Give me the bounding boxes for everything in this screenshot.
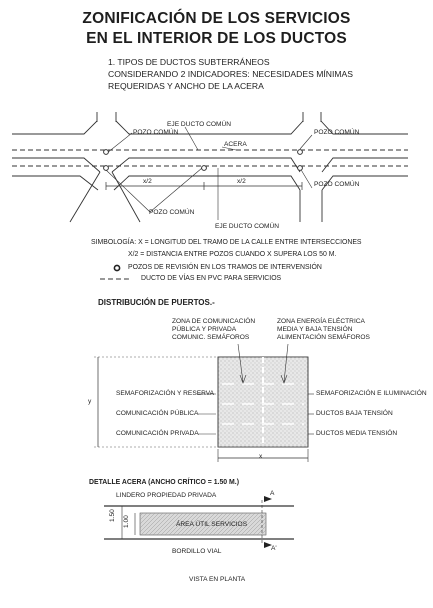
manhole-marker: [298, 150, 303, 155]
symbology-line-4: DUCTO DE VÍAS EN PVC PARA SERVICIOS: [141, 275, 282, 282]
manhole-marker: [202, 166, 207, 171]
label-x-half-2: x/2: [237, 178, 246, 185]
label-eje-ducto-comun-top: EJE DUCTO COMÚN: [167, 121, 231, 128]
manhole-marker: [298, 166, 303, 171]
zone-comm-line-2: PÚBLICA Y PRIVADA: [172, 326, 237, 333]
symbology-line-2: X/2 = DISTANCIA ENTRE POZOS CUANDO X SUPERA LOS 50 M.: [128, 251, 337, 258]
ports-heading: DISTRIBUCIÓN DE PUERTOS.-: [98, 298, 215, 307]
label-eje-ducto-comun-bottom: EJE DUCTO COMÚN: [215, 223, 279, 230]
label-pozo-comun-2: POZO COMÚN: [314, 129, 360, 136]
dim-outer-label: 1.50: [109, 509, 116, 522]
label-acera: ACERA: [224, 141, 247, 148]
left-label-2: COMUNICACIÓN PÚBLICA: [116, 410, 199, 417]
detail-heading: DETALLE ACERA (ANCHO CRÍTICO = 1.50 M.): [89, 479, 240, 486]
manhole-legend-symbol: [114, 265, 119, 270]
label-lindero: LINDERO PROPIEDAD PRIVADA: [116, 492, 217, 499]
subtitle-line-2: CONSIDERANDO 2 INDICADORES: NECESIDADES MÍNIMAS: [108, 69, 353, 79]
cut-a-label: A: [270, 490, 275, 497]
label-pozo-comun-4: POZO COMÚN: [149, 209, 195, 216]
right-label-2: DUCTOS BAJA TENSIÓN: [316, 410, 393, 417]
label-bordillo: BORDILLO VIAL: [172, 548, 222, 555]
left-label-3: COMUNICACIÓN PRIVADA: [116, 430, 199, 437]
street-edge-upper-mid: [12, 158, 408, 172]
label-x-half-1: x/2: [143, 178, 152, 185]
zone-comm-line-3: COMUNIC. SEMÁFOROS: [172, 334, 250, 341]
symbology-line-1: SIMBOLOGÍA: X = LONGITUD DEL TRAMO DE LA CALLE ENTRE INTERSECCIONES: [91, 239, 362, 246]
label-pozo-comun-1: POZO COMÚN: [133, 129, 179, 136]
zone-energy-line-3: ALIMENTACIÓN SEMÁFOROS: [277, 334, 370, 341]
ports-diagram: [94, 344, 314, 462]
manholes: [104, 150, 303, 171]
zone-comm-line-1: ZONA DE COMUNICACIÓN: [172, 318, 256, 325]
dim-x-label: x: [259, 453, 263, 460]
subtitle-line-1: 1. TIPOS DE DUCTOS SUBTERRÁNEOS: [108, 57, 270, 67]
dim-inner-label: 1.00: [123, 515, 130, 528]
manhole-marker: [104, 150, 109, 155]
zone-energy-line-2: MEDIA Y BAJA TENSIÓN: [277, 326, 353, 333]
manhole-marker: [104, 166, 109, 171]
footer-vista-planta: VISTA EN PLANTA: [189, 576, 246, 583]
right-label-1: SEMAFORIZACIÓN E ILUMINACIÓN: [316, 390, 427, 397]
subtitle-line-3: REQUERIDAS Y ANCHO DE LA ACERA: [108, 81, 264, 91]
title-line-2: EN EL INTERIOR DE LOS DUCTOS: [86, 30, 347, 47]
right-label-3: DUCTOS MEDIA TENSIÓN: [316, 430, 398, 437]
cut-a-prime-label: A': [271, 545, 277, 552]
label-area-util: ÁREA ÚTIL SERVICIOS: [176, 521, 248, 528]
zone-energy-line-1: ZONA ENERGÍA ELÉCTRICA: [277, 318, 365, 325]
left-label-1: SEMAFORIZACIÓN Y RESERVA: [116, 390, 215, 397]
title-line-1: ZONIFICACIÓN DE LOS SERVICIOS: [82, 10, 351, 27]
dim-y-label: y: [88, 398, 92, 405]
symbology-line-3: POZOS DE REVISIÓN EN LOS TRAMOS DE INTERVENSIÓN: [128, 264, 322, 271]
label-pozo-comun-3: POZO COMÚN: [314, 181, 360, 188]
